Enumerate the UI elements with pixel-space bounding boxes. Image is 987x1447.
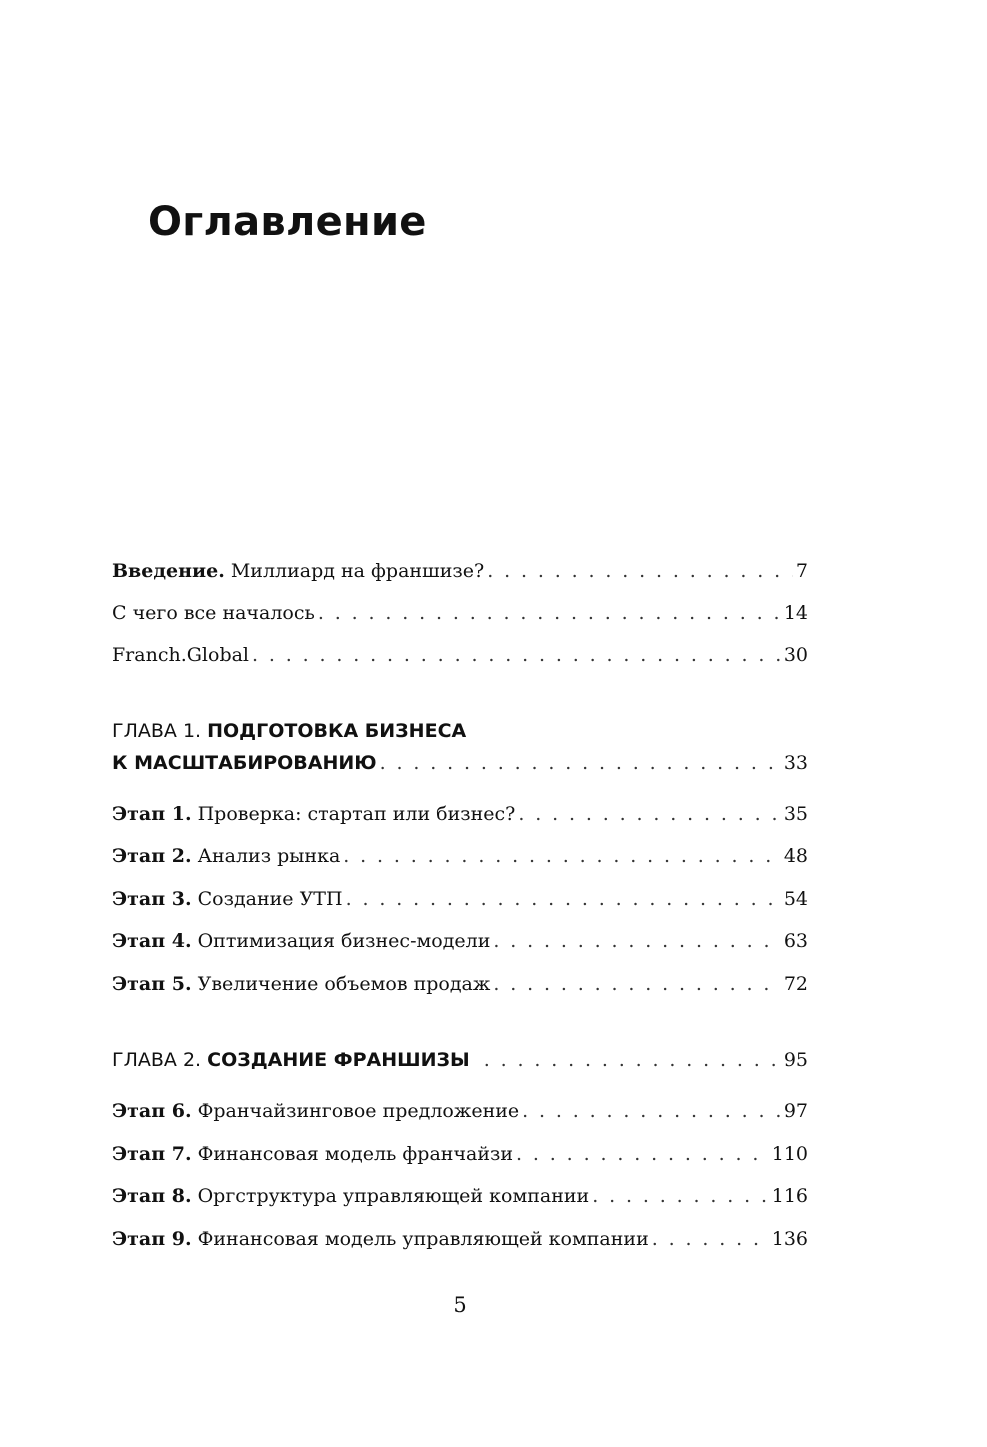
dot-leader [487, 557, 793, 585]
chapter1-title-part2: К МАСШТАБИРОВАНИЮ [112, 752, 377, 774]
entry-page: 110 [771, 1143, 808, 1165]
entry-label: Этап 7. [112, 1143, 192, 1165]
entry-title: Franch.Global [112, 644, 250, 666]
entry-label: Этап 9. [112, 1228, 192, 1250]
entry-title: Увеличение объемов продаж [191, 973, 491, 995]
dot-leader [522, 1097, 781, 1125]
chapter1-heading-line1[interactable] [112, 717, 466, 745]
toc-entry-chapter1[interactable] [112, 749, 808, 777]
entry-label: Этап 6. [112, 1100, 192, 1122]
entry-page: 72 [783, 973, 808, 995]
entry-title: Создание УТП [191, 888, 343, 910]
dot-leader [343, 842, 781, 870]
toc-entry-franch-global[interactable] [112, 641, 808, 669]
entry-label: Введение. [112, 560, 225, 582]
entry-title: Анализ рынка [191, 845, 341, 867]
entry-title: Франчайзинговое предложение [191, 1100, 520, 1122]
toc-entry-stage-5[interactable] [112, 970, 808, 998]
entry-label: Этап 4. [112, 930, 192, 952]
entry-title: Миллиард на франшизе? [224, 560, 485, 582]
dot-leader [518, 800, 780, 828]
entry-label: Этап 8. [112, 1185, 192, 1207]
entry-label: Этап 1. [112, 803, 192, 825]
dot-leader [318, 599, 781, 627]
chapter2-lead: ГЛАВА 2. [112, 1049, 208, 1071]
entry-title: Оргструктура управляющей компании [191, 1185, 590, 1207]
dot-leader [652, 1225, 769, 1253]
entry-title: Оптимизация бизнес-модели [191, 930, 491, 952]
dot-leader [516, 1140, 769, 1168]
toc-entry-stage-2[interactable] [112, 842, 808, 870]
entry-label: Этап 2. [112, 845, 192, 867]
toc-entry-stage-9[interactable] [112, 1225, 808, 1253]
entry-title: Финансовая модель управляющей компании [191, 1228, 649, 1250]
entry-title: Финансовая модель франчайзи [191, 1143, 514, 1165]
entry-page: 95 [783, 1049, 808, 1071]
chapter2-title: СОЗДАНИЕ ФРАНШИЗЫ [207, 1049, 470, 1071]
entry-page: 116 [771, 1185, 808, 1207]
entry-page: 136 [771, 1228, 808, 1250]
toc-entry-chapter2[interactable] [112, 1046, 808, 1074]
entry-page: 54 [783, 888, 808, 910]
entry-page: 7 [795, 560, 808, 582]
entry-title: С чего все началось [112, 602, 315, 624]
entry-page: 33 [783, 752, 808, 774]
entry-page: 30 [783, 644, 808, 666]
entry-page: 14 [783, 602, 808, 624]
dot-leader [493, 927, 780, 955]
dot-leader [346, 885, 781, 913]
toc-entry-intro[interactable] [112, 557, 808, 585]
dot-leader [380, 749, 781, 777]
page-title: Оглавление [148, 199, 427, 245]
toc-entry-stage-7[interactable] [112, 1140, 808, 1168]
entry-page: 97 [783, 1100, 808, 1122]
toc-entry-stage-8[interactable] [112, 1182, 808, 1210]
dot-leader [484, 1046, 781, 1074]
entry-label: Этап 5. [112, 973, 192, 995]
chapter1-title-part1: ПОДГОТОВКА БИЗНЕСА [207, 720, 467, 742]
toc-entry-stage-4[interactable] [112, 927, 808, 955]
toc-entry-stage-6[interactable] [112, 1097, 808, 1125]
page-number: 5 [453, 1293, 467, 1317]
toc-entry-stage-1[interactable] [112, 800, 808, 828]
toc-entry-beginning[interactable] [112, 599, 808, 627]
toc-entry-stage-3[interactable] [112, 885, 808, 913]
entry-page: 63 [783, 930, 808, 952]
dot-leader [252, 641, 781, 669]
entry-title: Проверка: стартап или бизнес? [191, 803, 516, 825]
chapter1-lead: ГЛАВА 1. [112, 720, 208, 742]
entry-page: 35 [783, 803, 808, 825]
dot-leader [493, 970, 780, 998]
dot-leader [592, 1182, 769, 1210]
entry-label: Этап 3. [112, 888, 192, 910]
entry-page: 48 [783, 845, 808, 867]
